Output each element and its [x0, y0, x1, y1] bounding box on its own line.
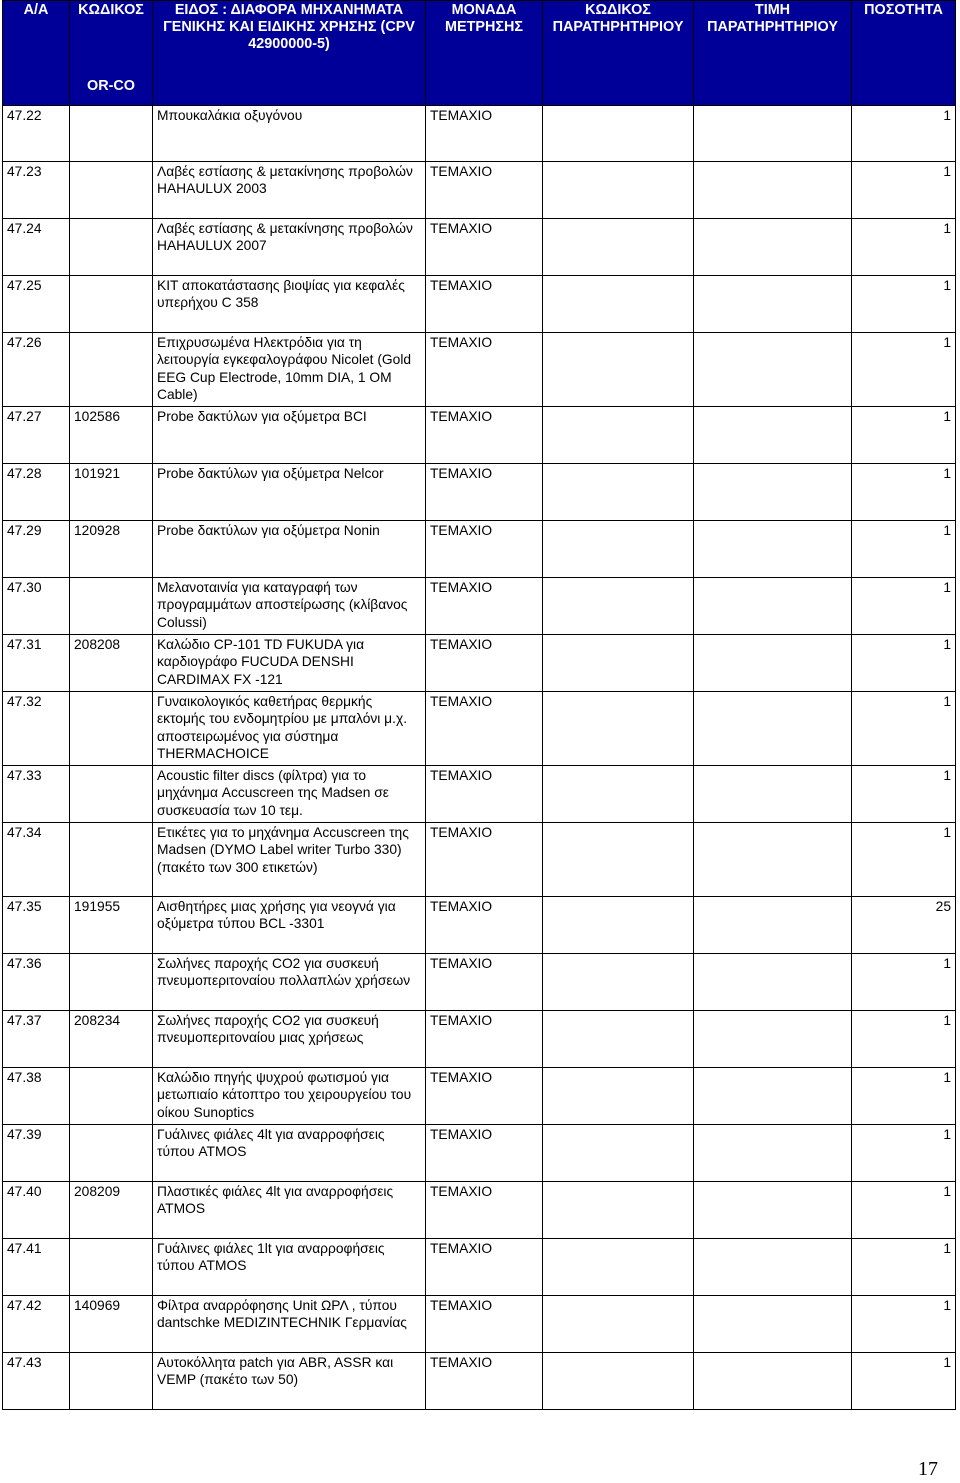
item-unit: ΤΕΜΑΧΙΟ: [426, 1239, 543, 1296]
item-obs-code: [543, 162, 694, 219]
item-unit: ΤΕΜΑΧΙΟ: [426, 1182, 543, 1239]
header-obs-price: ΤΙΜΗ ΠΑΡΑΤΗΡΗΤΗΡΙΟΥ: [694, 1, 852, 106]
item-quantity: 1: [852, 162, 956, 219]
item-code: [70, 1239, 153, 1296]
item-obs-price: [694, 823, 852, 897]
item-obs-code: [543, 219, 694, 276]
item-description: Αυτοκόλλητα patch για ABR, ASSR και VEMP (πακέτο των 50): [153, 1353, 426, 1410]
item-code: [70, 1125, 153, 1182]
item-obs-price: [694, 219, 852, 276]
item-unit: ΤΕΜΑΧΙΟ: [426, 1296, 543, 1353]
item-code: [70, 578, 153, 635]
item-number: 47.37: [3, 1011, 70, 1068]
item-description: ΚΙΤ αποκατάστασης βιοψίας για κεφαλές υπερήχου C 358: [153, 276, 426, 333]
item-obs-code: [543, 521, 694, 578]
item-obs-code: [543, 464, 694, 521]
item-obs-price: [694, 1353, 852, 1410]
item-quantity: 1: [852, 823, 956, 897]
item-obs-code: [543, 897, 694, 954]
item-number: 47.22: [3, 106, 70, 162]
item-unit: ΤΕΜΑΧΙΟ: [426, 1011, 543, 1068]
item-obs-price: [694, 635, 852, 692]
item-obs-price: [694, 464, 852, 521]
header-code-label: ΚΩΔΙΚΟΣ: [78, 2, 144, 18]
item-code: 208234: [70, 1011, 153, 1068]
item-number: 47.28: [3, 464, 70, 521]
item-code: [70, 954, 153, 1011]
item-quantity: 1: [852, 276, 956, 333]
item-number: 47.33: [3, 766, 70, 823]
item-quantity: 1: [852, 1068, 956, 1125]
item-code: 191955: [70, 897, 153, 954]
item-obs-price: [694, 692, 852, 766]
item-number: 47.30: [3, 578, 70, 635]
item-obs-code: [543, 106, 694, 162]
table-row: [3, 276, 956, 333]
item-unit: ΤΕΜΑΧΙΟ: [426, 954, 543, 1011]
item-code: [70, 823, 153, 897]
item-description: Μελανοταινία για καταγραφή των προγραμμάτων αποστείρωσης (κλίβανος Colussi): [153, 578, 426, 635]
item-description: Γυναικολογικός καθετήρας θερμκής εκτομής του ενδομητρίου με μπαλόνι μ.χ. αποστειρωμένος για σύστημα THERMACHOICE: [153, 692, 426, 766]
header-code-sub: OR-CO: [87, 78, 135, 94]
table-row: [3, 1068, 956, 1125]
item-obs-code: [543, 1125, 694, 1182]
item-number: 47.35: [3, 897, 70, 954]
item-obs-price: [694, 1068, 852, 1125]
item-code: [70, 692, 153, 766]
item-obs-code: [543, 1068, 694, 1125]
item-quantity: 1: [852, 521, 956, 578]
item-code: 102586: [70, 407, 153, 464]
item-unit: ΤΕΜΑΧΙΟ: [426, 464, 543, 521]
table-row: [3, 823, 956, 897]
item-description: Πλαστικές φιάλες 4lt για αναρροφήσεις ATMOS: [153, 1182, 426, 1239]
item-quantity: 1: [852, 692, 956, 766]
item-code: 208209: [70, 1182, 153, 1239]
item-unit: ΤΕΜΑΧΙΟ: [426, 333, 543, 407]
item-obs-price: [694, 276, 852, 333]
item-unit: ΤΕΜΑΧΙΟ: [426, 692, 543, 766]
item-quantity: 1: [852, 766, 956, 823]
item-number: 47.34: [3, 823, 70, 897]
item-obs-price: [694, 578, 852, 635]
item-quantity: 1: [852, 1296, 956, 1353]
item-obs-code: [543, 823, 694, 897]
header-type: ΕΙΔΟΣ : ΔΙΑΦΟΡΑ ΜΗΧΑΝΗΜΑΤΑ ΓΕΝΙΚΗΣ ΚΑΙ ΕΙΔΙΚΗΣ ΧΡΗΣΗΣ (CPV 42900000-5): [153, 1, 426, 106]
item-description: Γυάλινες φιάλες 1lt για αναρροφήσεις τύπου ATMOS: [153, 1239, 426, 1296]
table-row: [3, 106, 956, 162]
table-row: [3, 1011, 956, 1068]
item-number: 47.31: [3, 635, 70, 692]
item-description: Λαβές εστίασης & μετακίνησης προβολών HAHAULUX 2007: [153, 219, 426, 276]
item-number: 47.25: [3, 276, 70, 333]
item-quantity: 1: [852, 1353, 956, 1410]
table-row: [3, 1125, 956, 1182]
item-obs-code: [543, 1353, 694, 1410]
item-quantity: 1: [852, 1125, 956, 1182]
item-obs-price: [694, 1296, 852, 1353]
header-aa: Α/Α: [3, 1, 70, 106]
item-obs-price: [694, 1182, 852, 1239]
item-code: [70, 106, 153, 162]
item-code: [70, 1353, 153, 1410]
item-unit: ΤΕΜΑΧΙΟ: [426, 635, 543, 692]
item-code: 140969: [70, 1296, 153, 1353]
item-number: 47.43: [3, 1353, 70, 1410]
item-obs-code: [543, 954, 694, 1011]
item-unit: ΤΕΜΑΧΙΟ: [426, 897, 543, 954]
item-description: Καλώδιο CP-101 TD FUKUDA για καρδιογράφο FUCUDA DENSHI CARDIMAX FX -121: [153, 635, 426, 692]
item-quantity: 1: [852, 1239, 956, 1296]
header-unit: ΜΟΝΑΔΑ ΜΕΤΡΗΣΗΣ: [426, 1, 543, 106]
item-quantity: 1: [852, 635, 956, 692]
item-obs-price: [694, 106, 852, 162]
item-unit: ΤΕΜΑΧΙΟ: [426, 106, 543, 162]
table-row: [3, 1182, 956, 1239]
table-row: [3, 333, 956, 407]
item-quantity: 1: [852, 464, 956, 521]
item-obs-code: [543, 407, 694, 464]
item-code: [70, 333, 153, 407]
item-number: 47.27: [3, 407, 70, 464]
table-row: [3, 897, 956, 954]
item-description: Ετικέτες για το μηχάνημα Accuscreen της Madsen (DYMO Label writer Turbo 330) (πακέτο των 300 ετικετών): [153, 823, 426, 897]
table-row: [3, 954, 956, 1011]
item-quantity: 1: [852, 954, 956, 1011]
item-obs-code: [543, 1296, 694, 1353]
item-description: Αισθητήρες μιας χρήσης για νεογνά για οξύμετρα τύπου BCL -3301: [153, 897, 426, 954]
page-number: 17: [918, 1458, 938, 1480]
item-quantity: 1: [852, 219, 956, 276]
item-unit: ΤΕΜΑΧΙΟ: [426, 1125, 543, 1182]
header-row: [3, 1, 956, 106]
item-obs-price: [694, 1239, 852, 1296]
item-unit: ΤΕΜΑΧΙΟ: [426, 1068, 543, 1125]
item-number: 47.40: [3, 1182, 70, 1239]
item-number: 47.26: [3, 333, 70, 407]
item-obs-price: [694, 766, 852, 823]
item-obs-code: [543, 692, 694, 766]
item-obs-code: [543, 766, 694, 823]
table-row: [3, 766, 956, 823]
item-code: [70, 1068, 153, 1125]
table-row: [3, 578, 956, 635]
table-row: [3, 1239, 956, 1296]
item-number: 47.29: [3, 521, 70, 578]
table-row: [3, 407, 956, 464]
item-description: Καλώδιο πηγής ψυχρού φωτισμού για μετωπιαίο κάτοπτρο του χειρουργείου του οίκου Sunoptics: [153, 1068, 426, 1125]
item-quantity: 1: [852, 407, 956, 464]
header-obs-code: ΚΩΔΙΚΟΣ ΠΑΡΑΤΗΡΗΤΗΡΙΟΥ: [543, 1, 694, 106]
item-unit: ΤΕΜΑΧΙΟ: [426, 521, 543, 578]
item-description: Probe δακτύλων για οξύμετρα Nelcor: [153, 464, 426, 521]
item-unit: ΤΕΜΑΧΙΟ: [426, 766, 543, 823]
item-description: Μπουκαλάκια οξυγόνου: [153, 106, 426, 162]
item-description: Probe δακτύλων για οξύμετρα BCI: [153, 407, 426, 464]
table-row: [3, 635, 956, 692]
item-code: 101921: [70, 464, 153, 521]
item-unit: ΤΕΜΑΧΙΟ: [426, 823, 543, 897]
item-number: 47.23: [3, 162, 70, 219]
item-obs-code: [543, 635, 694, 692]
item-obs-price: [694, 954, 852, 1011]
item-unit: ΤΕΜΑΧΙΟ: [426, 162, 543, 219]
item-unit: ΤΕΜΑΧΙΟ: [426, 1353, 543, 1410]
item-quantity: 1: [852, 106, 956, 162]
item-obs-code: [543, 1182, 694, 1239]
item-obs-code: [543, 1239, 694, 1296]
item-number: 47.32: [3, 692, 70, 766]
item-description: Φίλτρα αναρρόφησης Unit ΩΡΛ , τύπου dantschke MEDIZINTECHNIK Γερμανίας: [153, 1296, 426, 1353]
item-code: [70, 162, 153, 219]
table-row: [3, 521, 956, 578]
item-description: Probe δακτύλων για οξύμετρα Nonin: [153, 521, 426, 578]
item-code: [70, 219, 153, 276]
item-description: Σωλήνες παροχής CO2 για συσκευή πνευμοπεριτοναίου πολλαπλών χρήσεων: [153, 954, 426, 1011]
item-number: 47.41: [3, 1239, 70, 1296]
item-unit: ΤΕΜΑΧΙΟ: [426, 578, 543, 635]
item-obs-price: [694, 1011, 852, 1068]
item-obs-price: [694, 333, 852, 407]
item-description: Σωλήνες παροχής CO2 για συσκευή πνευμοπεριτοναίου μιας χρήσεως: [153, 1011, 426, 1068]
item-number: 47.39: [3, 1125, 70, 1182]
item-obs-price: [694, 1125, 852, 1182]
table-row: [3, 464, 956, 521]
item-unit: ΤΕΜΑΧΙΟ: [426, 407, 543, 464]
table-row: [3, 162, 956, 219]
item-obs-price: [694, 521, 852, 578]
item-code: 120928: [70, 521, 153, 578]
item-description: Λαβές εστίασης & μετακίνησης προβολών HAHAULUX 2003: [153, 162, 426, 219]
item-quantity: 1: [852, 578, 956, 635]
item-obs-code: [543, 276, 694, 333]
header-code: [70, 1, 153, 106]
item-obs-code: [543, 333, 694, 407]
item-quantity: 25: [852, 897, 956, 954]
item-description: Acoustic filter discs (φίλτρα) για το μηχάνημα Accuscreen της Madsen σε συσκευασία των 10 τεμ.: [153, 766, 426, 823]
item-number: 47.24: [3, 219, 70, 276]
item-quantity: 1: [852, 1011, 956, 1068]
item-quantity: 1: [852, 1182, 956, 1239]
item-code: [70, 276, 153, 333]
table-row: [3, 219, 956, 276]
item-obs-price: [694, 407, 852, 464]
item-obs-price: [694, 897, 852, 954]
item-number: 47.42: [3, 1296, 70, 1353]
header-qty: ΠΟΣΟΤΗΤΑ: [852, 1, 956, 106]
table-body: [3, 106, 956, 1410]
table-row: [3, 1353, 956, 1410]
item-code: 208208: [70, 635, 153, 692]
table-row: [3, 1296, 956, 1353]
item-number: 47.36: [3, 954, 70, 1011]
item-obs-code: [543, 1011, 694, 1068]
item-description: Γυάλινες φιάλες 4lt για αναρροφήσεις τύπου ATMOS: [153, 1125, 426, 1182]
table-row: [3, 692, 956, 766]
item-number: 47.38: [3, 1068, 70, 1125]
item-unit: ΤΕΜΑΧΙΟ: [426, 276, 543, 333]
item-description: Επιχρυσωμένα Ηλεκτρόδια για τη λειτουργία εγκεφαλογράφου Nicolet (Gold EEG Cup Electrode, 10mm DIA, 1 OM Cable): [153, 333, 426, 407]
item-unit: ΤΕΜΑΧΙΟ: [426, 219, 543, 276]
item-code: [70, 766, 153, 823]
item-obs-price: [694, 162, 852, 219]
items-table: [2, 0, 956, 1410]
item-quantity: 1: [852, 333, 956, 407]
item-obs-code: [543, 578, 694, 635]
